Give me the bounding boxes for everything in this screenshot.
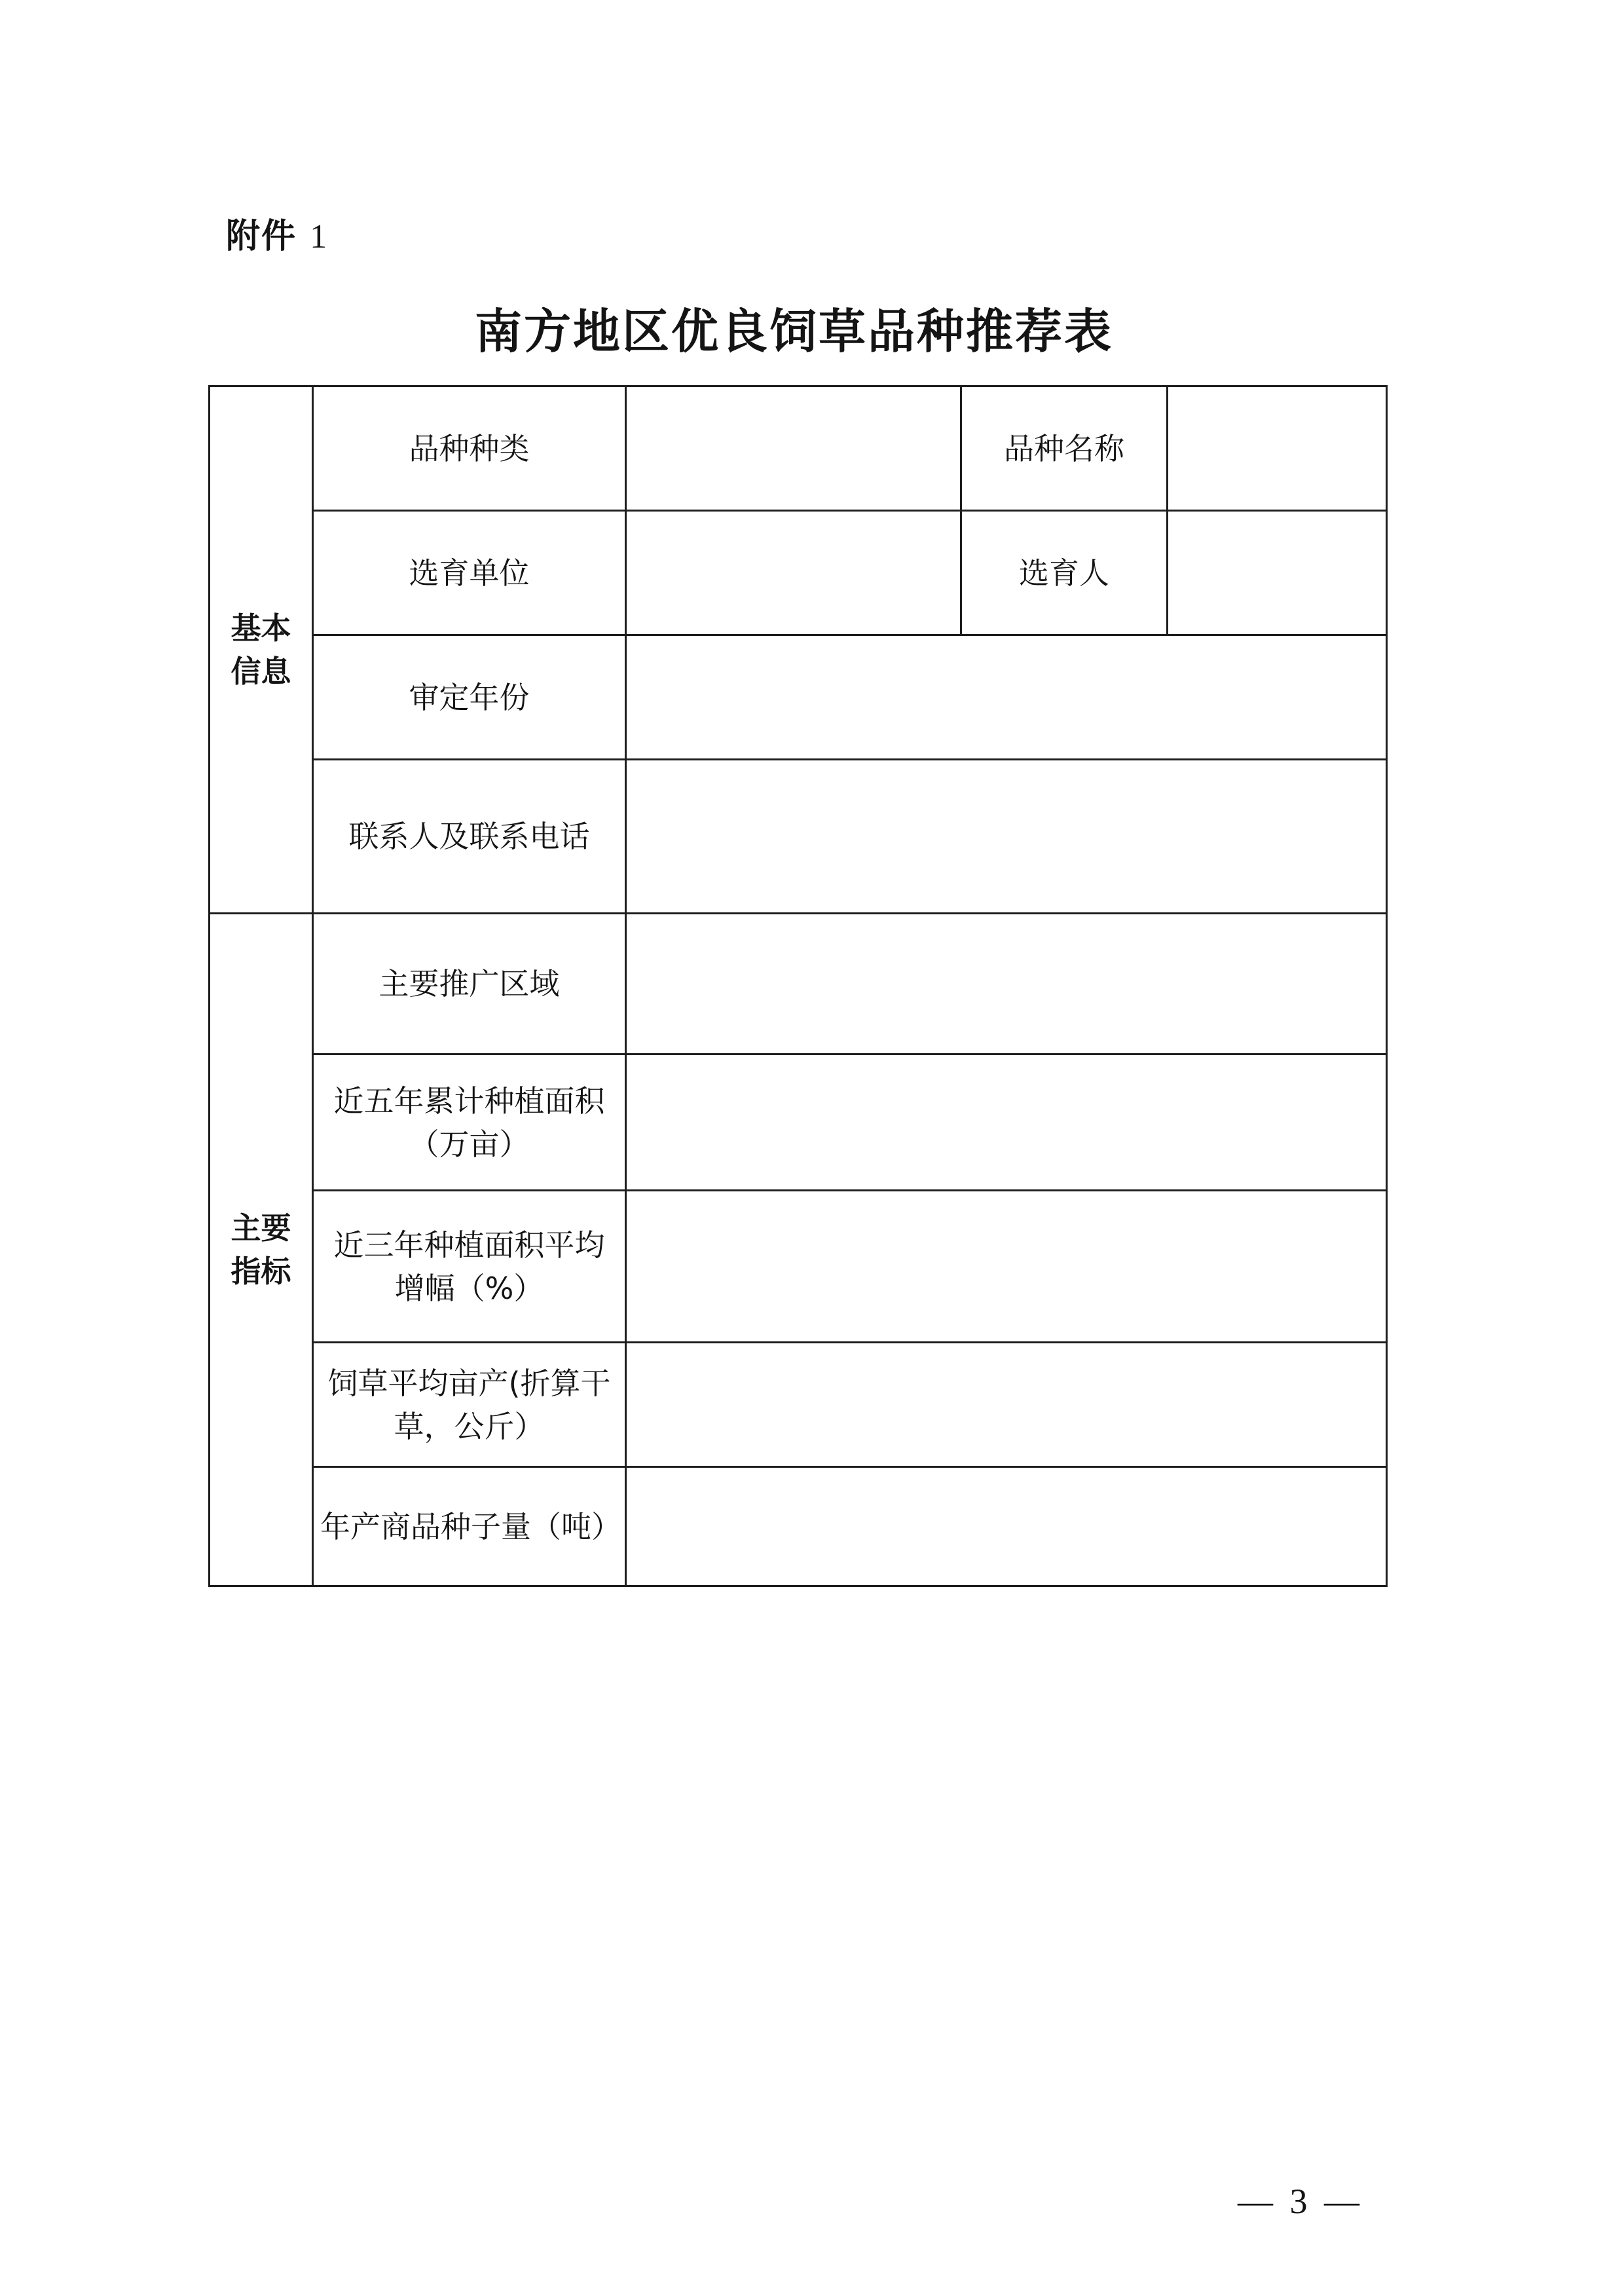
attachment-label	[226, 208, 328, 257]
label-breeding-unit: 选育单位	[313, 511, 626, 635]
label-promotion-region: 主要推广区域	[313, 914, 626, 1054]
field-avg-yield[interactable]	[626, 1343, 1387, 1467]
group-basic-info: 基本信息	[210, 386, 313, 914]
field-cumulative-area[interactable]	[626, 1054, 1387, 1191]
form-row-avg-yield	[210, 1343, 1387, 1467]
label-variety-type: 品种种类	[313, 386, 626, 511]
label-avg-yield: 饲草平均亩产(折算干草，公斤）	[313, 1343, 626, 1467]
form-row-cumulative-area	[210, 1054, 1387, 1191]
form-row-breeding	[210, 511, 1387, 635]
attachment-prefix: 附件	[226, 216, 297, 256]
field-variety-name[interactable]	[1168, 386, 1387, 511]
label-contact: 联系人及联系电话	[313, 760, 626, 914]
form-row-avg-growth	[210, 1191, 1387, 1343]
label-approval-year: 审定年份	[313, 635, 626, 760]
form-row-variety	[210, 386, 1387, 511]
page-title: 南方地区优良饲草品种推荐表	[474, 303, 1113, 359]
field-promotion-region[interactable]	[626, 914, 1387, 1054]
field-avg-growth[interactable]	[626, 1191, 1387, 1343]
label-avg-growth: 近三年种植面积平均增幅（%）	[313, 1191, 626, 1343]
field-breeder[interactable]	[1168, 511, 1387, 635]
field-seed-output[interactable]	[626, 1467, 1387, 1586]
attachment-number: 1	[310, 218, 329, 255]
recommendation-form-table	[208, 385, 1388, 1587]
label-cumulative-area: 近五年累计种植面积（万亩）	[313, 1054, 626, 1191]
label-variety-name: 品种名称	[961, 386, 1168, 511]
field-breeding-unit[interactable]	[626, 511, 961, 635]
form-row-promotion-region	[210, 914, 1387, 1054]
field-contact[interactable]	[626, 760, 1387, 914]
group-main-indicators: 主要指标	[210, 914, 313, 1586]
form-row-seed-output	[210, 1467, 1387, 1586]
field-variety-type[interactable]	[626, 386, 961, 511]
label-breeder: 选育人	[961, 511, 1168, 635]
page-number: — 3 —	[1238, 2182, 1363, 2221]
form-row-approval-year	[210, 635, 1387, 760]
field-approval-year[interactable]	[626, 635, 1387, 760]
form-row-contact	[210, 760, 1387, 914]
label-seed-output: 年产商品种子量（吨）	[313, 1467, 626, 1586]
